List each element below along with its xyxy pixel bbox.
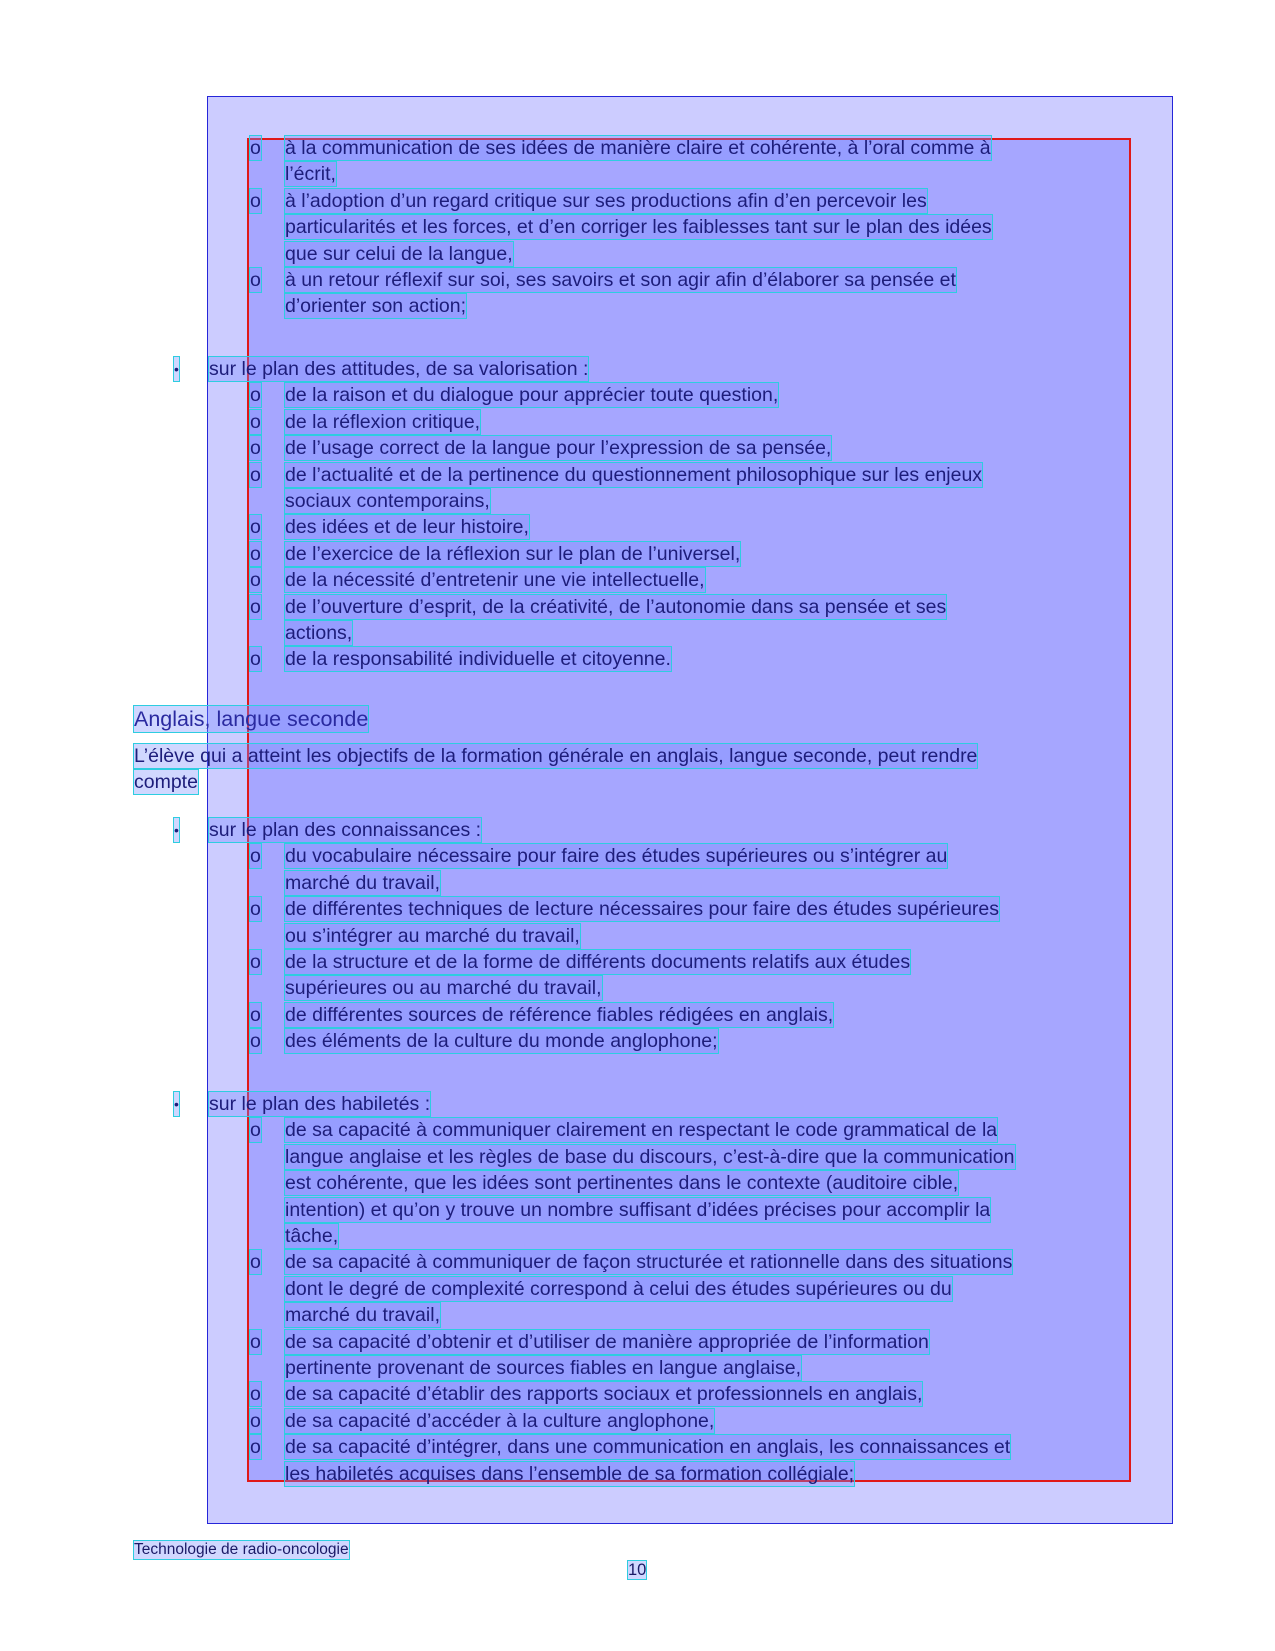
list-item-line: de différentes techniques de lecture nécessaires pour faire des études supérieures xyxy=(285,898,999,921)
section-heading: Anglais, langue seconde xyxy=(134,707,369,731)
list-item-line: de sa capacité d’intégrer, dans une communication en anglais, les connaissances et xyxy=(285,1436,1011,1459)
list-item-line: de la structure et de la forme de différents documents relatifs aux études xyxy=(285,951,911,973)
list-bullet: • xyxy=(174,1092,179,1116)
list-item-line: supérieures ou au marché du travail, xyxy=(285,977,602,1000)
list-sub-bullet: o xyxy=(250,542,261,565)
list-item-line: de sa capacité d’établir des rapports sociaux et professionnels en anglais, xyxy=(285,1383,923,1406)
list-item-line: de la nécessité d’entretenir une vie intellectuelle, xyxy=(285,569,705,592)
list-sub-bullet: o xyxy=(250,189,261,212)
list-bullet: • xyxy=(174,357,179,381)
list-item-line: de la responsabilité individuelle et citoyenne. xyxy=(285,648,671,671)
list-item-line: dont le degré de complexité correspond à celui des études supérieures ou du xyxy=(285,1277,952,1300)
list-item-line: de différentes sources de référence fiables rédigées en anglais, xyxy=(285,1003,834,1026)
list-item-line: intention) et qu’on y trouve un nombre suffisant d’idées précises pour accomplir la xyxy=(285,1198,991,1221)
list-sub-bullet: o xyxy=(250,410,261,433)
list-item-line: marché du travail, xyxy=(285,1304,440,1327)
list-sub-bullet: o xyxy=(250,898,261,921)
list-item-line: d’orienter son action; xyxy=(285,295,467,318)
intro-paragraph-line: L’élève qui a atteint les objectifs de la formation générale en anglais, langue seconde, peut rendre xyxy=(134,745,978,767)
intro-paragraph-line: compte xyxy=(134,771,198,793)
list-sub-bullet: o xyxy=(250,269,261,291)
list-sub-bullet: o xyxy=(250,516,261,539)
footer-program-name: Technologie de radio-oncologie xyxy=(134,1541,349,1558)
list-sub-bullet: o xyxy=(250,1030,261,1053)
list-item-line: de l’usage correct de la langue pour l’expression de sa pensée, xyxy=(285,437,832,460)
list-sub-bullet: o xyxy=(250,1436,261,1459)
list-sub-bullet: o xyxy=(250,1003,261,1026)
list-item-line: sociaux contemporains, xyxy=(285,490,490,512)
list-item-line: du vocabulaire nécessaire pour faire des études supérieures ou s’intégrer au xyxy=(285,845,948,868)
list-sub-bullet: o xyxy=(250,951,261,973)
list-sub-bullet: o xyxy=(250,845,261,868)
list-sub-bullet: o xyxy=(250,569,261,592)
list-item-line: de sa capacité d’obtenir et d’utiliser de manière appropriée de l’information xyxy=(285,1330,929,1353)
list-bullet: • xyxy=(174,818,179,842)
list-item-line: que sur celui de la langue, xyxy=(285,242,513,265)
list-sub-bullet: o xyxy=(250,595,261,618)
section-label-connaissances: sur le plan des connaissances : xyxy=(209,819,482,841)
list-item-line: marché du travail, xyxy=(285,871,440,894)
list-sub-bullet: o xyxy=(250,1330,261,1353)
list-item-line: les habiletés acquises dans l’ensemble de sa formation collégiale; xyxy=(285,1462,855,1485)
list-item-line: de l’actualité et de la pertinence du questionnement philosophique sur les enjeux xyxy=(285,463,983,486)
list-sub-bullet: o xyxy=(250,1383,261,1406)
list-item-line: de l’exercice de la réflexion sur le plan de l’universel, xyxy=(285,542,741,565)
list-item-line: particularités et les forces, et d’en corriger les faiblesses tant sur le plan des idées xyxy=(285,216,992,239)
section-label-habiletes: sur le plan des habiletés : xyxy=(209,1093,431,1115)
list-item-line: des idées et de leur histoire, xyxy=(285,516,529,539)
list-item-line: à un retour réflexif sur soi, ses savoirs et son agir afin d’élaborer sa pensée et xyxy=(285,269,956,291)
list-sub-bullet: o xyxy=(250,137,261,159)
list-sub-bullet: o xyxy=(250,1119,261,1142)
list-sub-bullet: o xyxy=(250,648,261,671)
list-item-line: de la réflexion critique, xyxy=(285,410,481,433)
list-item-line: des éléments de la culture du monde anglophone; xyxy=(285,1030,718,1053)
list-item-line: à l’adoption d’un regard critique sur ses productions afin d’en percevoir les xyxy=(285,189,927,212)
list-sub-bullet: o xyxy=(250,1409,261,1432)
list-item-line: de sa capacité à communiquer clairement en respectant le code grammatical de la xyxy=(285,1119,998,1142)
list-item-line: de sa capacité d’accéder à la culture anglophone, xyxy=(285,1409,715,1432)
list-item-line: pertinente provenant de sources fiables en langue anglaise, xyxy=(285,1357,802,1379)
list-item-line: tâche, xyxy=(285,1225,339,1247)
list-sub-bullet: o xyxy=(250,463,261,486)
list-item-line: langue anglaise et les règles de base du discours, c’est-à-dire que la communication xyxy=(285,1145,1015,1168)
list-item-line: de la raison et du dialogue pour apprécier toute question, xyxy=(285,384,779,407)
list-sub-bullet: o xyxy=(250,384,261,407)
list-item-line: à la communication de ses idées de manière claire et cohérente, à l’oral comme à xyxy=(285,137,991,159)
list-item-line: l’écrit, xyxy=(285,163,336,186)
section-label-attitudes: sur le plan des attitudes, de sa valorisation : xyxy=(209,358,589,380)
list-item-line: est cohérente, que les idées sont pertinentes dans le contexte (auditoire cible, xyxy=(285,1172,959,1195)
list-item-line: de l’ouverture d’esprit, de la créativité, de l’autonomie dans sa pensée et ses xyxy=(285,595,947,618)
list-item-line: actions, xyxy=(285,622,353,644)
list-item-line: ou s’intégrer au marché du travail, xyxy=(285,924,580,947)
list-sub-bullet: o xyxy=(250,437,261,460)
list-sub-bullet: o xyxy=(250,1251,261,1274)
page-number: 10 xyxy=(628,1561,647,1579)
list-item-line: de sa capacité à communiquer de façon structurée et rationnelle dans des situations xyxy=(285,1251,1013,1274)
